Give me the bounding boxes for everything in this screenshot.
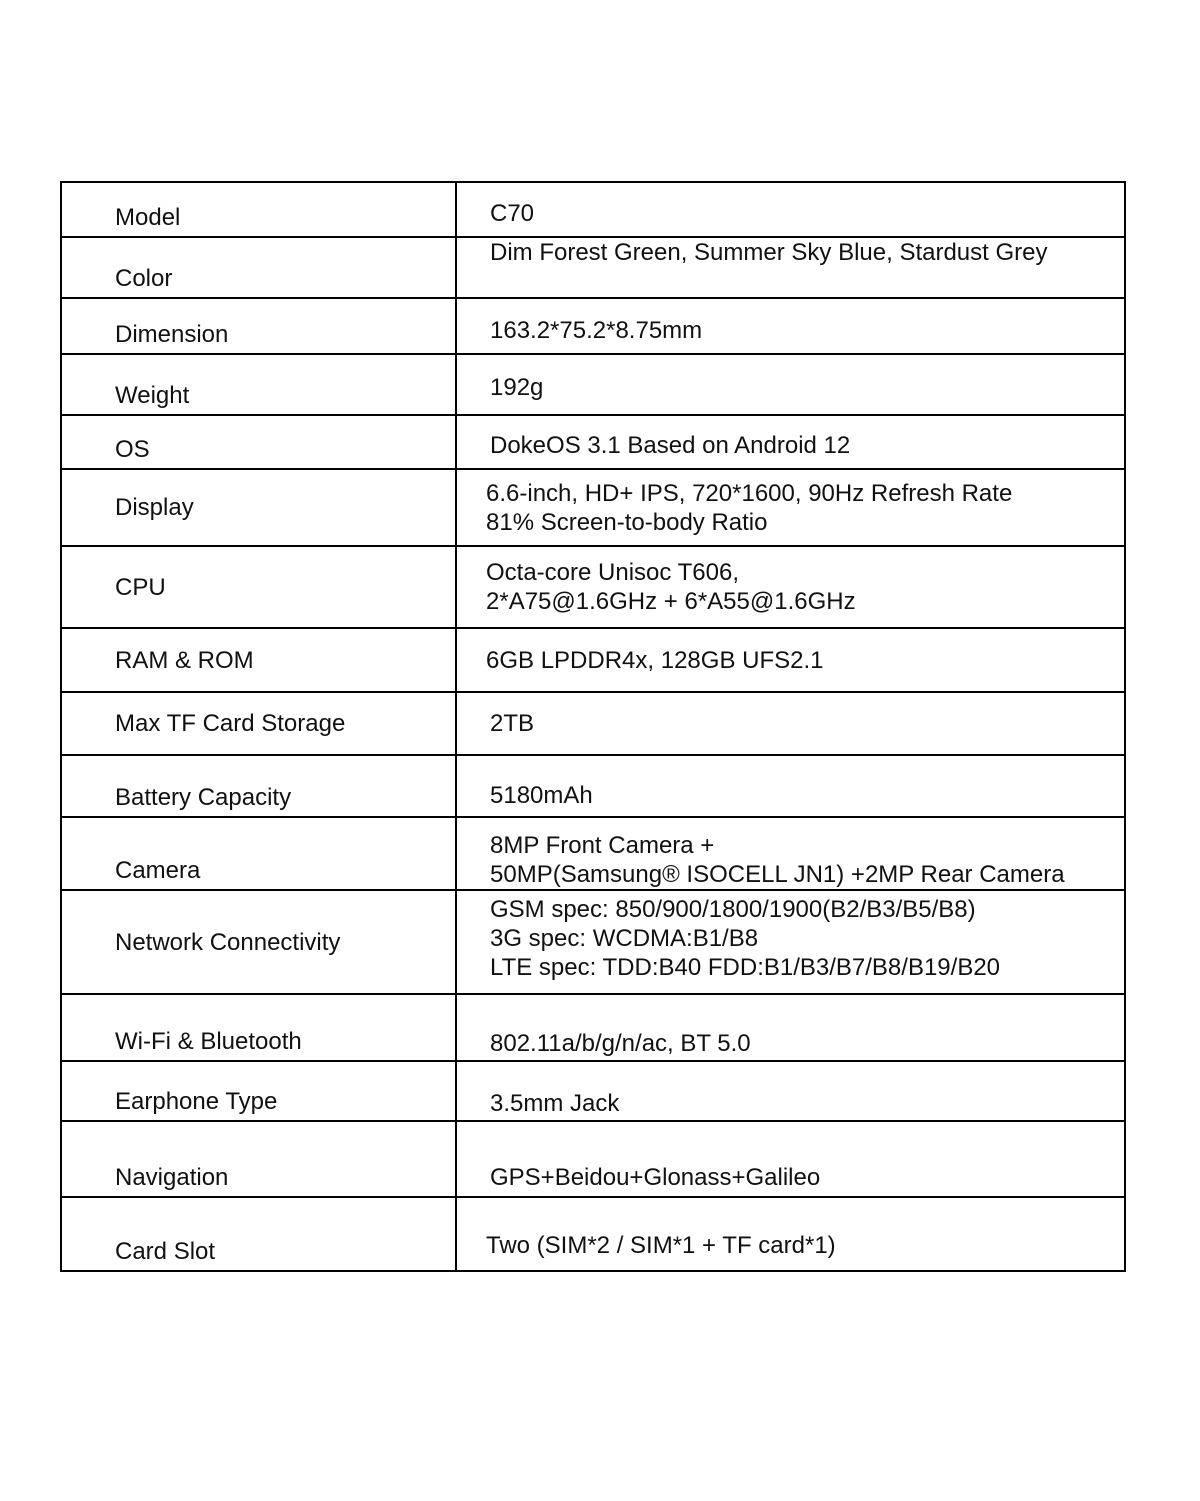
value-line: 6.6-inch, HD+ IPS, 720*1600, 90Hz Refresh Rate bbox=[486, 479, 1013, 507]
spec-value bbox=[456, 628, 1125, 692]
spec-value bbox=[456, 298, 1125, 354]
value-line: DokeOS 3.1 Based on Android 12 bbox=[490, 432, 851, 459]
table-row-earphone bbox=[61, 1061, 1125, 1121]
spec-label: Max TF Card Storage bbox=[61, 692, 456, 755]
spec-value bbox=[456, 692, 1125, 755]
table-row-wifi-bluetooth bbox=[61, 994, 1125, 1061]
spec-label: Earphone Type bbox=[61, 1061, 456, 1121]
spec-value bbox=[456, 755, 1125, 817]
spec-label: OS bbox=[61, 415, 456, 469]
spec-label: Color bbox=[61, 237, 456, 298]
spec-value bbox=[456, 994, 1125, 1061]
spec-label: Battery Capacity bbox=[61, 755, 456, 817]
table-row-display bbox=[61, 469, 1125, 546]
table-row-max-tf-card bbox=[61, 692, 1125, 755]
spec-label: Card Slot bbox=[61, 1197, 456, 1271]
value-line: Two (SIM*2 / SIM*1 + TF card*1) bbox=[486, 1232, 836, 1259]
spec-value bbox=[456, 237, 1125, 298]
spec-value bbox=[456, 182, 1125, 237]
spec-label: RAM & ROM bbox=[61, 628, 456, 692]
spec-table bbox=[60, 181, 1126, 1272]
value-line: 6GB LPDDR4x, 128GB UFS2.1 bbox=[486, 646, 824, 674]
value-line: LTE spec: TDD:B40 FDD:B1/B3/B7/B8/B19/B20 bbox=[490, 954, 1001, 981]
spec-label: Navigation bbox=[61, 1121, 456, 1197]
value-line: Dim Forest Green, Summer Sky Blue, Stardust Grey bbox=[490, 239, 1048, 266]
spec-label: Network Connectivity bbox=[61, 890, 456, 994]
table-row-ram-rom bbox=[61, 628, 1125, 692]
table-row-model bbox=[61, 182, 1125, 237]
table-row-battery bbox=[61, 755, 1125, 817]
value-line: 192g bbox=[490, 374, 544, 401]
spec-label: Model bbox=[61, 182, 456, 237]
value-line: 50MP(Samsung® ISOCELL JN1) +2MP Rear Camera bbox=[490, 861, 1065, 888]
spec-value bbox=[456, 415, 1125, 469]
spec-value bbox=[456, 817, 1125, 890]
table-row-card-slot bbox=[61, 1197, 1125, 1271]
table-row-dimension bbox=[61, 298, 1125, 354]
table-row-os bbox=[61, 415, 1125, 469]
spec-value bbox=[456, 469, 1125, 546]
spec-label: CPU bbox=[61, 546, 456, 628]
value-line: Octa-core Unisoc T606, bbox=[486, 559, 739, 586]
spec-label: Dimension bbox=[61, 298, 456, 354]
spec-label: Weight bbox=[61, 354, 456, 415]
spec-value bbox=[456, 1197, 1125, 1271]
value-line: 802.11a/b/g/n/ac, BT 5.0 bbox=[490, 1030, 751, 1057]
value-line: 163.2*75.2*8.75mm bbox=[490, 317, 703, 344]
value-line: 2*A75@1.6GHz + 6*A55@1.6GHz bbox=[486, 588, 856, 615]
spec-value bbox=[456, 1121, 1125, 1197]
table-row-weight bbox=[61, 354, 1125, 415]
table-row-color bbox=[61, 237, 1125, 298]
value-line: GPS+Beidou+Glonass+Galileo bbox=[490, 1164, 821, 1191]
spec-value bbox=[456, 890, 1125, 994]
value-line: 81% Screen-to-body Ratio bbox=[486, 508, 768, 536]
value-line: 3G spec: WCDMA:B1/B8 bbox=[490, 925, 759, 952]
value-line: GSM spec: 850/900/1800/1900(B2/B3/B5/B8) bbox=[490, 896, 976, 923]
spec-label: Display bbox=[61, 469, 456, 546]
value-line: 5180mAh bbox=[490, 782, 593, 809]
table-row-navigation bbox=[61, 1121, 1125, 1197]
table-row-network bbox=[61, 890, 1125, 994]
spec-value bbox=[456, 546, 1125, 628]
table-row-camera bbox=[61, 817, 1125, 890]
table-row-cpu bbox=[61, 546, 1125, 628]
spec-label: Wi-Fi & Bluetooth bbox=[61, 994, 456, 1061]
value-line: 2TB bbox=[490, 710, 535, 737]
spec-value bbox=[456, 1061, 1125, 1121]
value-line: C70 bbox=[490, 200, 535, 227]
value-line: 3.5mm Jack bbox=[490, 1090, 620, 1117]
value-line: 8MP Front Camera + bbox=[490, 832, 715, 859]
spec-label: Camera bbox=[61, 817, 456, 890]
spec-value bbox=[456, 354, 1125, 415]
